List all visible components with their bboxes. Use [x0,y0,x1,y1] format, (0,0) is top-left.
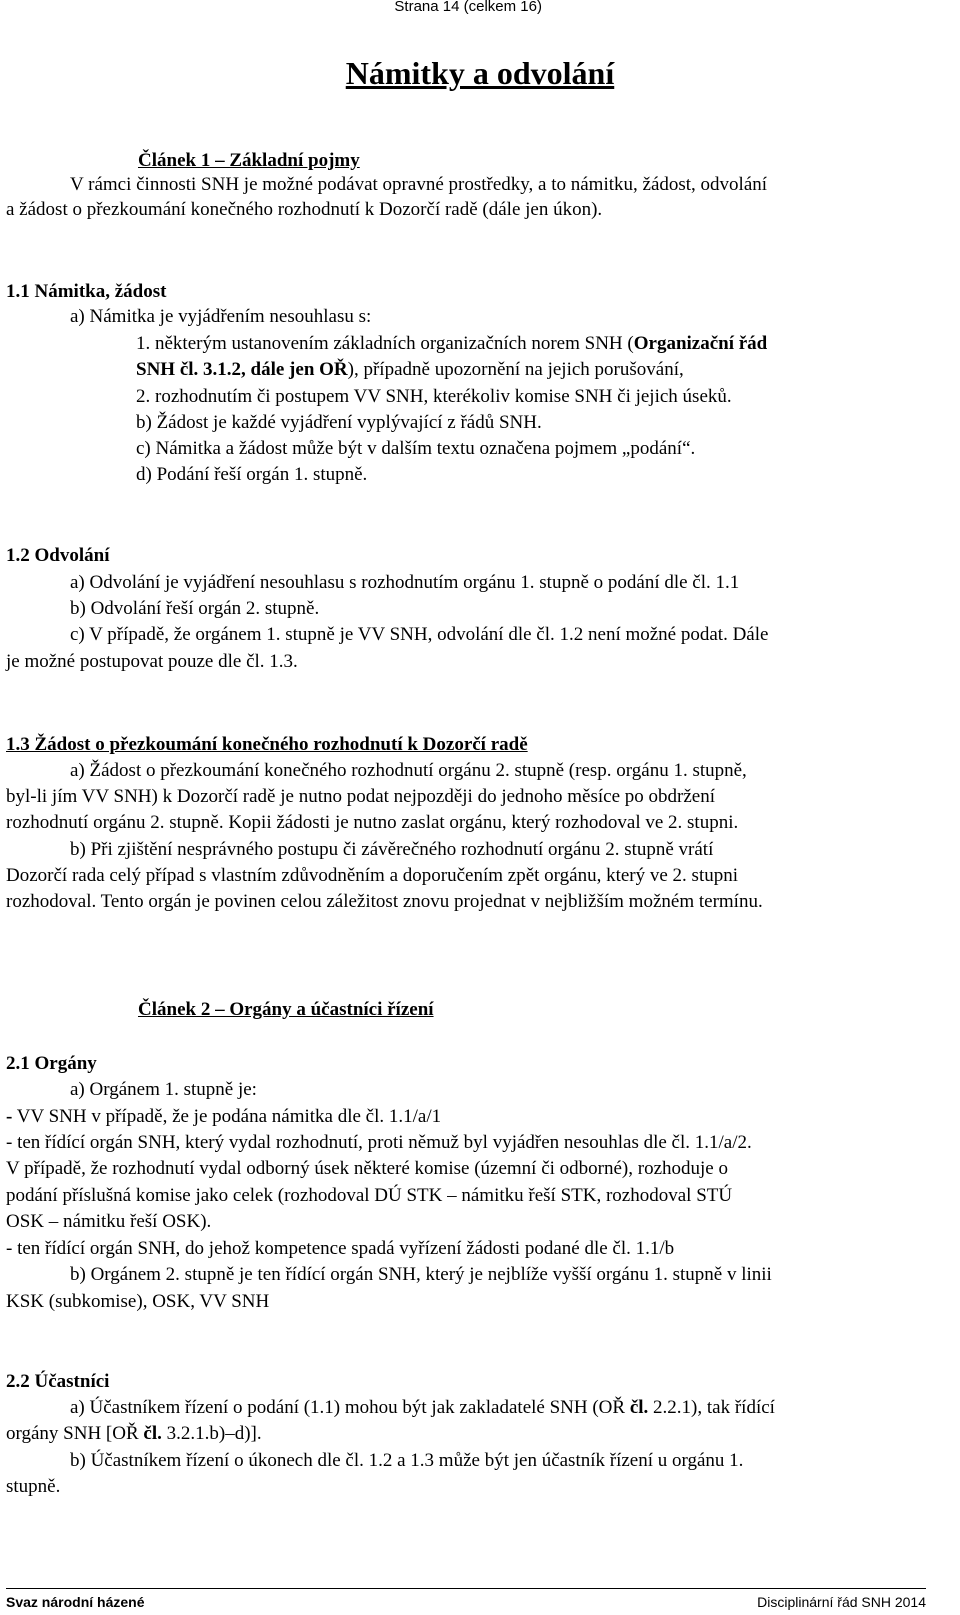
section-1-3-a-cont1: byl-li jím VV SNH) k Dozorčí radě je nutno podat nejpozději do jednoho měsíce po obdržení [6,786,716,807]
section-1-1-a2: 2. rozhodnutím či postupem VV SNH, kterékoliv komise SNH či jejich úseků. [136,386,732,407]
footer-organization: Svaz národní házené [6,1594,145,1610]
section-1-2-a: a) Odvolání je vyjádření nesouhlasu s rozhodnutím orgánu 1. stupně o podání dle čl. 1.1 [70,572,740,593]
document-title: Námitky a odvolání [345,55,615,91]
article-1-heading: Článek 1 – Základní pojmy [138,150,360,171]
article-1-intro: V rámci činnosti SNH je možné podávat opravné prostředky, a to námitku, žádost, odvolání [70,174,768,195]
section-2-1-b: b) Orgánem 2. stupně je ten řídící orgán SNH, který je nejblíže vyšší orgánu 1. stupně v linii [70,1264,772,1285]
section-2-2-b-cont: stupně. [6,1476,61,1497]
section-2-1-dash3: - ten řídící orgán SNH, do jehož kompetence spadá vyřízení žádosti podané dle čl. 1.1/b [6,1238,675,1259]
section-1-2-b: b) Odvolání řeší orgán 2. stupně. [70,598,320,619]
section-2-1-dash2-cont2: podání příslušná komise jako celek (rozhodoval DÚ STK – námitku řeší STK, rozhodoval STÚ [6,1185,733,1206]
article-1-intro-cont: a žádost o přezkoumání konečného rozhodnutí k Dozorčí radě (dále jen úkon). [6,199,603,220]
section-2-2-b: b) Účastníkem řízení o úkonech dle čl. 1.2 a 1.3 může být jen účastník řízení u orgánu 1. [70,1450,744,1471]
section-1-1-a1-cont: SNH čl. 3.1.2, dále jen OŘ), případně upozornění na jejich porušování, [136,359,684,380]
footer-document-name: Disciplinární řád SNH 2014 [757,1594,926,1610]
section-2-1-dash2-cont3: OSK – námitku řeší OSK). [6,1211,212,1232]
section-1-2-c-cont: je možné postupovat pouze dle čl. 1.3. [6,651,298,672]
section-2-1-dash2-cont1: V případě, že rozhodnutí vydal odborný úsek některé komise (územní či odborné), rozhoduje o [6,1158,728,1179]
section-1-1-a: a) Námitka je vyjádřením nesouhlasu s: [70,306,372,327]
section-2-2-a-cont: orgány SNH [OŘ čl. 3.2.1.b)–d)]. [6,1423,262,1444]
section-1-3-a-cont2: rozhodnutí orgánu 2. stupně. Kopii žádosti je nutno zaslat orgánu, který rozhodoval ve 2. stupni. [6,812,739,833]
section-1-1-b: b) Žádost je každé vyjádření vyplývající z řádů SNH. [136,412,542,433]
section-2-2-a: a) Účastníkem řízení o podání (1.1) mohou být jak zakladatelé SNH (OŘ čl. 2.2.1), tak řídící [70,1397,775,1418]
section-1-1-heading: 1.1 Námitka, žádost [6,281,167,302]
section-2-1-heading: 2.1 Orgány [6,1053,97,1074]
section-2-1-dash1: - VV SNH v případě, že je podána námitka dle čl. 1.1/a/1 [6,1106,442,1127]
section-1-3-heading: 1.3 Žádost o přezkoumání konečného rozhodnutí k Dozorčí radě [6,734,528,755]
page-number: Strana 14 (celkem 16) [394,0,542,15]
footer-divider [6,1588,926,1589]
section-1-1-c: c) Námitka a žádost může být v dalším textu označena pojmem „podání“. [136,438,696,459]
section-1-3-b-cont1: Dozorčí rada celý případ s vlastním zdůvodněním a doporučením zpět orgánu, který ve 2. stupni [6,865,739,886]
section-1-1-a1: 1. některým ustanovením základních organizačních norem SNH (Organizační řád [136,333,768,354]
section-1-2-heading: 1.2 Odvolání [6,545,110,566]
section-2-1-dash2: - ten řídící orgán SNH, který vydal rozhodnutí, proti němuž byl vyjádřen nesouhlas dle čl. 1.1/a/2. [6,1132,752,1153]
section-1-1-d: d) Podání řeší orgán 1. stupně. [136,464,368,485]
section-2-2-heading: 2.2 Účastníci [6,1371,110,1392]
section-1-2-c: c) V případě, že orgánem 1. stupně je VV SNH, odvolání dle čl. 1.2 není možné podat. Dále [70,624,769,645]
section-1-3-b-cont2: rozhodoval. Tento orgán je povinen celou záležitost znovu projednat v nejbližším možném termínu. [6,891,763,912]
section-1-3-a: a) Žádost o přezkoumání konečného rozhodnutí orgánu 2. stupně (resp. orgánu 1. stupně, [70,760,747,781]
article-2-heading: Článek 2 – Orgány a účastníci řízení [138,999,434,1020]
section-2-1-a: a) Orgánem 1. stupně je: [70,1079,257,1100]
section-2-1-b-cont: KSK (subkomise), OSK, VV SNH [6,1291,270,1312]
section-1-3-b: b) Při zjištění nesprávného postupu či závěrečného rozhodnutí orgánu 2. stupně vrátí [70,839,714,860]
